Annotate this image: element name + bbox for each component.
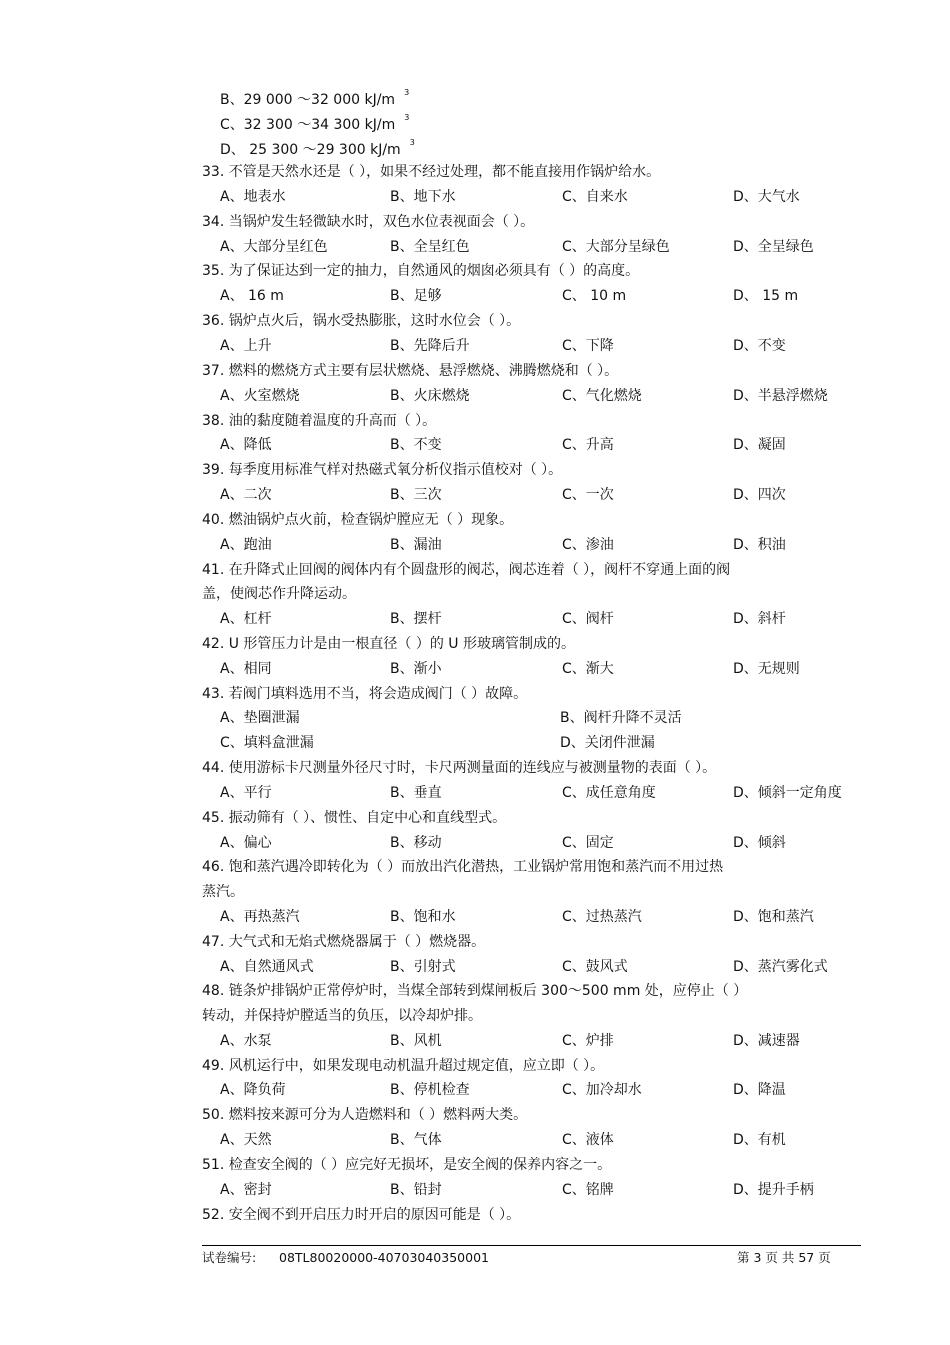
answer-option: C、一次	[562, 487, 614, 504]
answer-option	[220, 112, 410, 135]
answer-option: B、地下水	[390, 188, 456, 205]
question-text: 蒸汽。	[202, 883, 244, 900]
answer-option: B、饱和水	[390, 908, 456, 925]
answer-option: B、三次	[390, 487, 442, 504]
question-text: 转动，并保持炉膛适当的负压，以冷却炉排。	[202, 1007, 482, 1024]
answer-option: D、全呈绿色	[733, 238, 814, 255]
question-text: 46. 饱和蒸汽遇冷即转化为（ ）而放出汽化潜热，工业锅炉常用饱和蒸汽而不用过热	[202, 859, 724, 876]
page-info: 第 3 页 共 57 页	[737, 1250, 831, 1265]
question-text: 42. U 形管压力计是由一根直径（ ）的 U 形玻璃管制成的。	[202, 635, 576, 652]
answer-option: A、地表水	[220, 188, 286, 205]
question-text: 34. 当锅炉发生轻微缺水时，双色水位表视面会（ ）。	[202, 213, 535, 230]
answer-option: C、填料盒泄漏	[220, 735, 314, 752]
footer-divider	[202, 1245, 861, 1246]
answer-option: D、饱和蒸汽	[733, 908, 814, 925]
question-text: 48. 链条炉排锅炉正常停炉时，当煤全部转到煤闸板后 300～500 mm 处，应停止（ ）	[202, 983, 748, 1000]
question-text: 35. 为了保证达到一定的抽力，自然通风的烟囱必须具有（ ）的高度。	[202, 263, 640, 280]
question-text: 38. 油的黏度随着温度的升高而（ ）。	[202, 412, 437, 429]
answer-option: A、自然通风式	[220, 958, 314, 975]
superscript: 3	[404, 88, 410, 97]
answer-option: C、气化燃烧	[562, 387, 642, 404]
answer-option: B、引射式	[390, 958, 456, 975]
answer-option: B、气体	[390, 1132, 442, 1149]
answer-option: D、倾斜一定角度	[733, 784, 842, 801]
question-text: 41. 在升降式止回阀的阀体内有个圆盘形的阀芯，阀芯连着（ ），阀杆不穿通上面的阀	[202, 561, 731, 578]
question-text: 45. 振动筛有（ ）、惯性、自定中心和直线型式。	[202, 809, 507, 826]
option-text: B、29 000 ～32 000 kJ/m	[220, 92, 396, 108]
question-text: 40. 燃油锅炉点火前，检查锅炉膛应无（ ）现象。	[202, 511, 514, 528]
question-text: 36. 锅炉点火后，锅水受热膨胀，这时水位会（ ）。	[202, 313, 521, 330]
answer-option: B、火床燃烧	[390, 387, 470, 404]
answer-option: C、成任意角度	[562, 784, 656, 801]
answer-option: D、蒸汽雾化式	[733, 958, 828, 975]
answer-option: A、垫圈泄漏	[220, 710, 300, 727]
answer-option: A、平行	[220, 784, 272, 801]
answer-option: C、阀杆	[562, 610, 614, 627]
answer-option: D、不变	[733, 337, 786, 354]
answer-option: D、无规则	[733, 660, 800, 677]
answer-option: B、渐小	[390, 660, 442, 677]
superscript: 3	[404, 112, 410, 122]
answer-option: D、凝固	[733, 437, 786, 454]
answer-option: A、火室燃烧	[220, 387, 300, 404]
answer-option: C、渐大	[562, 660, 614, 677]
answer-option: B、垂直	[390, 784, 442, 801]
answer-option: D、斜杆	[733, 610, 786, 627]
answer-option: D、关闭件泄漏	[560, 735, 655, 752]
answer-option: A、水泵	[220, 1032, 272, 1049]
answer-option: C、炉排	[562, 1032, 614, 1049]
answer-option: C、液体	[562, 1132, 614, 1149]
question-text: 33. 不管是天然水还是（ ），如果不经过处理，都不能直接用作锅炉给水。	[202, 164, 661, 180]
question-text: 51. 检查安全阀的（ ）应完好无损坏，是安全阀的保养内容之一。	[202, 1156, 612, 1173]
answer-option: B、摆杆	[390, 610, 442, 627]
answer-option: D、四次	[733, 487, 786, 504]
answer-option: A、 16 m	[220, 288, 284, 305]
answer-option: A、跑油	[220, 536, 272, 553]
answer-option: C、渗油	[562, 536, 614, 553]
answer-option: C、自来水	[562, 188, 628, 205]
answer-option: B、阀杆升降不灵活	[560, 710, 682, 727]
answer-option: B、足够	[390, 288, 442, 305]
answer-option: A、降负荷	[220, 1082, 286, 1099]
answer-option: D、大气水	[733, 188, 800, 205]
question-text: 37. 燃料的燃烧方式主要有层状燃烧、悬浮燃烧、沸腾燃烧和（ ）。	[202, 362, 619, 379]
answer-option: B、铅封	[390, 1181, 442, 1198]
exam-number-label: 试卷编号:	[202, 1250, 257, 1265]
answer-option: D、积油	[733, 536, 786, 553]
exam-number: 08TL80020000-40703040350001	[279, 1250, 489, 1265]
answer-option: B、不变	[390, 437, 442, 454]
answer-option: A、密封	[220, 1181, 272, 1198]
answer-option: A、相同	[220, 660, 272, 677]
answer-option: D、降温	[733, 1082, 786, 1099]
answer-option: D、半悬浮燃烧	[733, 387, 828, 404]
question-text: 39. 每季度用标准气样对热磁式氧分析仪指示值校对（ ）。	[202, 462, 563, 479]
answer-option: D、有机	[733, 1132, 786, 1149]
option-text: C、32 300 ～34 300 kJ/m	[220, 116, 396, 133]
answer-option: C、鼓风式	[562, 958, 628, 975]
answer-option: C、过热蒸汽	[562, 908, 642, 925]
answer-option: B、移动	[390, 834, 442, 851]
superscript: 3	[409, 137, 415, 147]
answer-option: A、杠杆	[220, 610, 272, 627]
option-text: D、 25 300 ～29 300 kJ/m	[220, 141, 401, 158]
question-text: 52. 安全阀不到开启压力时开启的原因可能是（ ）。	[202, 1206, 521, 1223]
question-text: 50. 燃料按来源可分为人造燃料和（ ）燃料两大类。	[202, 1107, 528, 1124]
answer-option: A、再热蒸汽	[220, 908, 300, 925]
answer-option: B、先降后升	[390, 337, 470, 354]
answer-option: B、全呈红色	[390, 238, 470, 255]
answer-option: D、倾斜	[733, 834, 786, 851]
answer-option	[220, 137, 415, 160]
answer-option: A、降低	[220, 437, 272, 454]
answer-option: C、 10 m	[562, 288, 627, 305]
answer-option: C、加冷却水	[562, 1082, 642, 1099]
answer-option: B、停机检查	[390, 1082, 470, 1099]
answer-option: A、大部分呈红色	[220, 238, 328, 255]
answer-option: A、上升	[220, 337, 272, 354]
question-text: 44. 使用游标卡尺测量外径尺寸时，卡尺两测量面的连线应与被测量物的表面（ ）。	[202, 760, 717, 777]
answer-option: A、偏心	[220, 834, 272, 851]
answer-option: C、升高	[562, 437, 614, 454]
answer-option: B、风机	[390, 1032, 442, 1049]
answer-option: C、大部分呈绿色	[562, 238, 670, 255]
answer-option: C、下降	[562, 337, 614, 354]
answer-option: C、铭牌	[562, 1181, 614, 1198]
answer-option: A、二次	[220, 487, 272, 504]
question-text: 49. 风机运行中，如果发现电动机温升超过规定值，应立即（ ）。	[202, 1057, 605, 1074]
question-text: 47. 大气式和无焰式燃烧器属于（ ）燃烧器。	[202, 933, 486, 950]
answer-option	[220, 88, 410, 110]
question-text: 43. 若阀门填料选用不当，将会造成阀门（ ）故障。	[202, 685, 528, 702]
question-text: 盖，使阀芯作升降运动。	[202, 586, 356, 603]
answer-option: D、减速器	[733, 1032, 800, 1049]
answer-option: B、漏油	[390, 536, 442, 553]
answer-option: D、提升手柄	[733, 1181, 814, 1198]
answer-option: A、天然	[220, 1132, 272, 1149]
answer-option: D、 15 m	[733, 288, 799, 305]
answer-option: C、固定	[562, 834, 614, 851]
